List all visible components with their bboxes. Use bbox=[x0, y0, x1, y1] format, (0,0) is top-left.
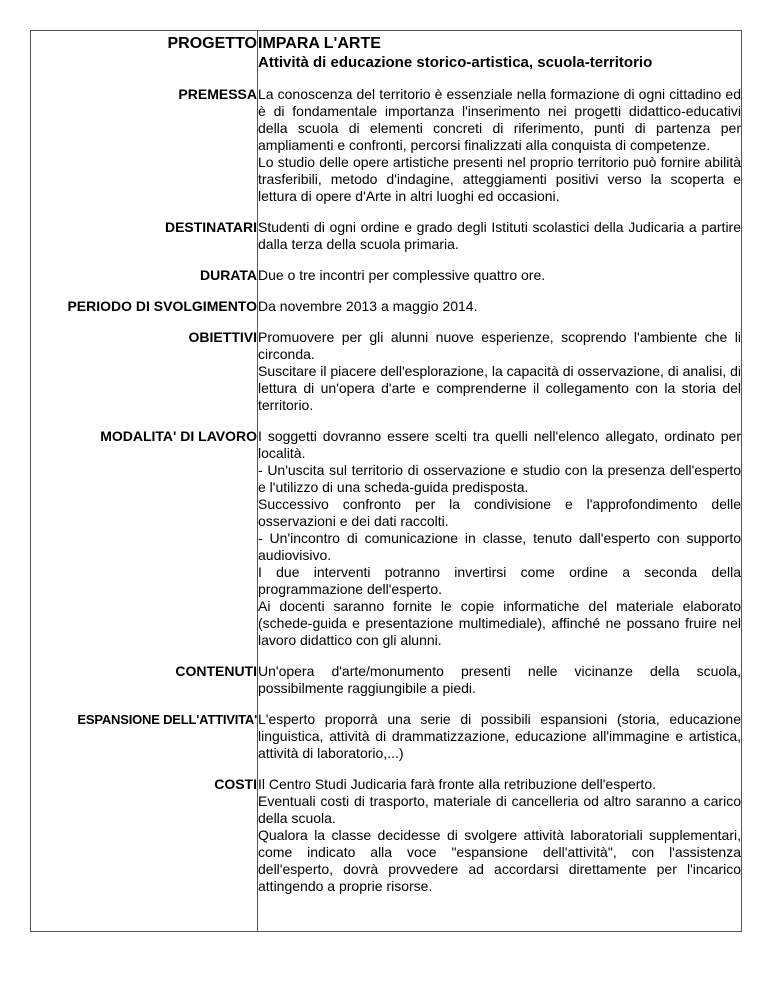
modalita-paragraph: - Un'incontro di comunicazione in classe, tenuto dall'esperto con supporto audiovisivo. bbox=[258, 530, 741, 563]
premessa-paragraph: Lo studio delle opere artistiche presenti nel proprio territorio può fornire abilità trasferibili, metodo d'indagine, atteggiamenti positivi verso la scoperta e lettura di opere d'Arte in altri luoghi ed occasioni. bbox=[258, 154, 741, 204]
periodo-paragraph: Da novembre 2013 a maggio 2014. bbox=[258, 298, 478, 314]
project-sheet-table bbox=[30, 30, 742, 932]
row-modalita bbox=[31, 414, 742, 649]
obiettivi-paragraph: Promuovere per gli alunni nuove esperienze, scoprendo l'ambiente che li circonda. bbox=[258, 329, 741, 362]
value-durata bbox=[258, 253, 742, 284]
premessa-paragraph: La conoscenza del territorio è essenziale nella formazione di ogni cittadino ed è di fondamentale importanza l'inserimento nei progetti didattico-educativi della scuola di elementi concreti di riferimento, punti di partenza per ampliamenti e confronti, percorsi finalizzati alla conquista di competenze. bbox=[258, 86, 741, 153]
modalita-paragraph: Ai docenti saranno fornite le copie informatiche del materiale elaborato (schede-guida e presentazione multimediale), affinché ne possano fruire nel lavoro didattico con gli alunni. bbox=[258, 598, 741, 648]
label-espansione: ESPANSIONE DELL'ATTIVITA' bbox=[31, 697, 258, 762]
value-espansione bbox=[258, 697, 742, 762]
modalita-paragraph: I soggetti dovranno essere scelti tra quelli nell'elenco allegato, ordinato per località. bbox=[258, 428, 741, 461]
label-modalita: MODALITA' DI LAVORO bbox=[31, 414, 258, 649]
value-premessa bbox=[258, 72, 742, 205]
contenuti-paragraph: Un'opera d'arte/monumento presenti nelle vicinanze della scuola, possibilmente raggiungibile a piedi. bbox=[258, 663, 741, 696]
destinatari-paragraph: Studenti di ogni ordine e grado degli Istituti scolastici della Judicaria a partire dalla terza della scuola primaria. bbox=[258, 219, 741, 252]
label-costi: COSTI bbox=[31, 762, 258, 932]
value-periodo bbox=[258, 284, 742, 315]
project-subtitle: Attività di educazione storico-artistica, scuola-territorio bbox=[258, 54, 653, 71]
costi-paragraph: Il Centro Studi Judicaria farà fronte alla retribuzione dell'esperto. bbox=[258, 776, 656, 792]
row-periodo bbox=[31, 284, 742, 315]
label-contenuti: CONTENUTI bbox=[31, 649, 258, 697]
row-destinatari bbox=[31, 205, 742, 253]
row-durata bbox=[31, 253, 742, 284]
row-contenuti bbox=[31, 649, 742, 697]
value-obiettivi bbox=[258, 315, 742, 414]
value-destinatari bbox=[258, 205, 742, 253]
value-contenuti bbox=[258, 649, 742, 697]
row-premessa bbox=[31, 72, 742, 205]
row-obiettivi bbox=[31, 315, 742, 414]
costi-paragraph: Eventuali costi di trasporto, materiale di cancelleria od altro saranno a carico della scuola. bbox=[258, 793, 741, 826]
durata-paragraph: Due o tre incontri per complessive quattro ore. bbox=[258, 267, 546, 283]
obiettivi-paragraph: Suscitare il piacere dell'esplorazione, la capacità di osservazione, di analisi, di lettura di un'opera d'arte e comprenderne il collegamento con la storia del territorio. bbox=[258, 363, 741, 413]
row-espansione bbox=[31, 697, 742, 762]
row-costi bbox=[31, 762, 742, 932]
value-modalita bbox=[258, 414, 742, 649]
label-periodo: PERIODO DI SVOLGIMENTO bbox=[31, 284, 258, 315]
modalita-paragraph: I due interventi potranno invertirsi come ordine a seconda della programmazione dell'esperto. bbox=[258, 564, 741, 597]
label-destinatari: DESTINATARI bbox=[31, 205, 258, 253]
label-obiettivi: OBIETTIVI bbox=[31, 315, 258, 414]
row-progetto bbox=[31, 31, 742, 73]
costi-paragraph: Qualora la classe decidesse di svolgere attività laboratoriali supplementari, come indicato alla voce "espansione dell'attività", con l'assistenza dell'esperto, dovrà provvedere ad accordarsi direttamente per l'incarico attingendo a proprie risorse. bbox=[258, 827, 741, 894]
label-durata: DURATA bbox=[31, 253, 258, 284]
modalita-paragraph: Successivo confronto per la condivisione e l'approfondimento delle osservazioni e dei dati raccolti. bbox=[258, 496, 741, 529]
modalita-paragraph: - Un'uscita sul territorio di osservazione e studio con la presenza dell'esperto e l'utilizzo di una scheda-guida predisposta. bbox=[258, 462, 741, 495]
label-progetto: PROGETTO bbox=[31, 31, 258, 73]
espansione-paragraph: L'esperto proporrà una serie di possibili espansioni (storia, educazione linguistica, attività di drammatizzazione, educazione all'immagine e artistica, attività di laboratorio,...) bbox=[258, 711, 741, 761]
project-title-cell bbox=[258, 31, 742, 73]
label-premessa: PREMESSA bbox=[31, 72, 258, 205]
value-costi bbox=[258, 762, 742, 932]
project-title: IMPARA L'ARTE bbox=[258, 35, 381, 52]
